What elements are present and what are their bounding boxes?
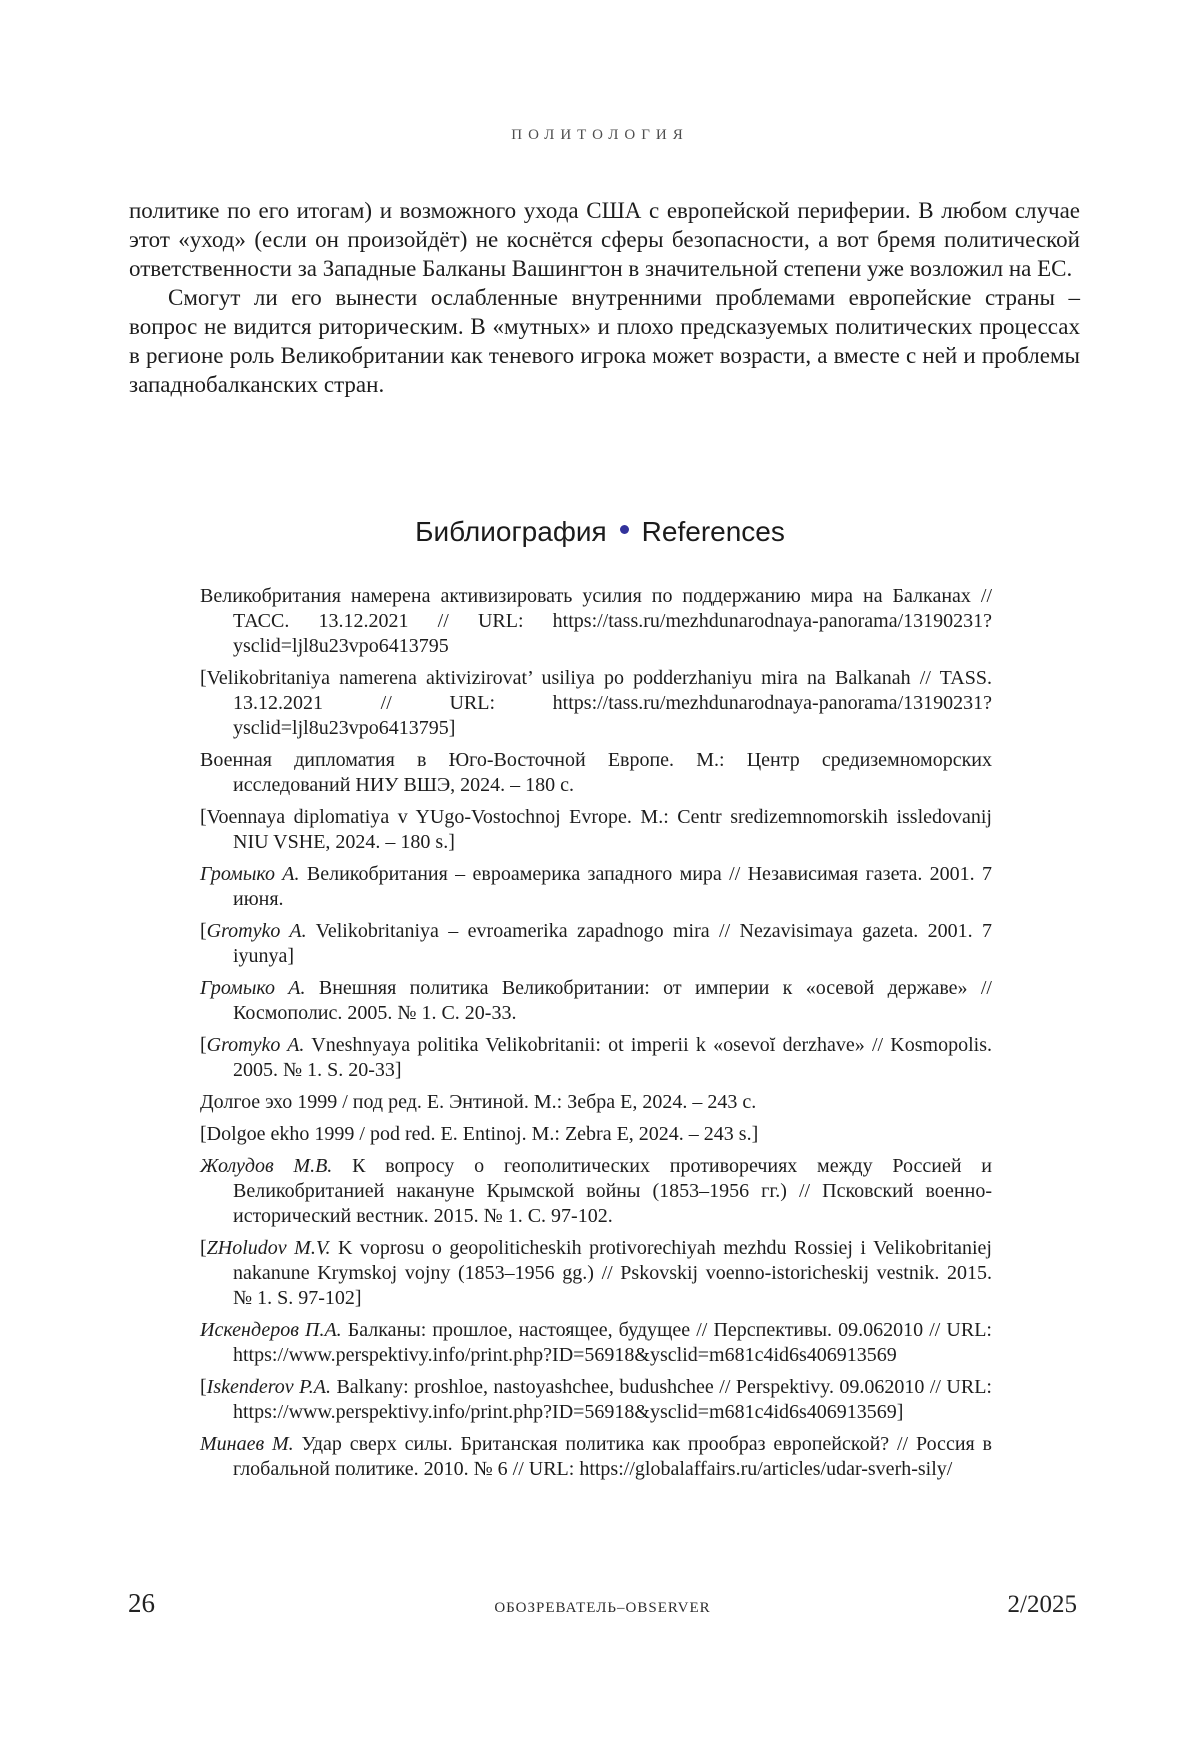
entry-text: [Velikobritaniya namerena aktivizirovat’ usiliya po podderzhaniyu mira na Balkanah // TASS. 13.12.2021 // URL: https://tass.ru/mezhdunarodnaya-panorama/13190231?ysclid=ljl8u23vpo6413795] (200, 667, 992, 739)
entry-text: [ (200, 1376, 207, 1398)
page-number: 26 (128, 1588, 155, 1618)
author-name: Громыко А. (200, 977, 306, 999)
bibliography-entry (200, 584, 992, 659)
bibliography-entry (200, 666, 992, 741)
article-paragraph: Смогут ли его вынести ослабленные внутренними проблемами европейские страны – вопрос не видится риторическим. В «мутных» и плохо предсказуемых политических процессах в регионе роль Великобритании как теневого игрока может возрасти, а вместе с ней и проблемы западнобалканских стран. (129, 285, 1080, 397)
bibliography-entry (200, 1236, 992, 1311)
bibliography-title-en: References (641, 516, 785, 547)
bibliography-entry (200, 1375, 992, 1425)
author-name: Громыко А. (200, 863, 300, 885)
bibliography-list (200, 584, 992, 1489)
entry-text: Великобритания намерена активизировать усилия по поддержанию мира на Балканах // ТАСС. 13.12.2021 // URL: https://tass.ru/mezhdunarodnaya-panorama/13190231?ysclid=ljl8u23vpo6413795 (200, 585, 992, 657)
bibliography-entry (200, 1318, 992, 1368)
entry-text: Удар сверх силы. Британская политика как прообраз европейской? // Россия в глобальной политике. 2010. № 6 // URL: https://globalaffairs.ru/articles/udar-sverh-sily/ (233, 1433, 992, 1480)
bibliography-entry (200, 862, 992, 912)
running-head: ПОЛИТОЛОГИЯ (511, 127, 689, 143)
entry-text: [Voennaya diplomatiya v YUgo-Vostochnoj Evrope. M.: Centr sredizemnomorskih issledovanij NIU VSHE, 2024. – 180 s.] (200, 806, 992, 853)
bullet-separator-icon (620, 525, 629, 534)
bibliography-entry (200, 1432, 992, 1482)
bibliography-heading (0, 516, 1200, 548)
article-text (129, 196, 1080, 399)
bibliography-title-ru: Библиография (415, 516, 607, 547)
entry-text: Velikobritaniya – evroamerika zapadnogo mira // Nezavisimaya gazeta. 2001. 7 iyunya] (233, 920, 992, 967)
entry-text: Военная дипломатия в Юго-Восточной Европе. М.: Центр средиземноморских исследований НИУ ВШЭ, 2024. – 180 с. (200, 749, 992, 796)
entry-text: K voprosu o geopoliticheskih protivorechiyah mezhdu Rossiej i Velikobritaniej nakanune Krymskoj vojny (1853–1956 gg.) // Pskovskij voenno-istoricheskij vestnik. 2015. № 1. S. 97-102] (233, 1237, 992, 1309)
author-name: Gromyko A. (206, 920, 307, 942)
issue-number: 2/2025 (1007, 1591, 1077, 1618)
entry-text: [ (200, 1237, 207, 1259)
entry-text: [ (200, 1034, 207, 1056)
entry-text: [ (200, 920, 207, 942)
entry-text: Balkany: proshloe, nastoyashchee, budushchee // Perspektivy. 09.062010 // URL: https://www.perspektivy.info/print.php?ID=56918&ysclid=m681c4id6s406913569] (233, 1376, 992, 1423)
entry-text: Великобритания – евроамерика западного мира // Независимая газета. 2001. 7 июня. (233, 863, 992, 910)
entry-text: Балканы: прошлое, настоящее, будущее // Перспективы. 09.062010 // URL: https://www.perspektivy.info/print.php?ID=56918&ysclid=m681c4id6s406913569 (233, 1319, 992, 1366)
entry-text: Долгое эхо 1999 / под ред. Е. Энтиной. М.: Зебра Е, 2024. – 243 с. (200, 1091, 757, 1113)
bibliography-entry (200, 1033, 992, 1083)
author-name: Искендеров П.А. (200, 1319, 342, 1341)
author-name: ZHoludov M.V. (206, 1237, 331, 1259)
bibliography-entry (200, 1154, 992, 1229)
article-paragraph: политике по его итогам) и возможного ухода США с европейской периферии. В любом случае этот «уход» (если он произойдёт) не коснётся сферы безопасности, а вот бремя политической ответственности за Западные Балканы Вашингтон в значительной степени уже возложил на ЕС. (129, 198, 1080, 281)
author-name: Iskenderov P.A. (206, 1376, 331, 1398)
author-name: Gromyko A. (206, 1034, 305, 1056)
bibliography-entry (200, 1122, 992, 1147)
entry-text: Vneshnyaya politika Velikobritanii: ot imperii k «osevoĭ derzhave» // Kosmopolis. 2005. № 1. S. 20-33] (233, 1034, 992, 1081)
page-footer (128, 1588, 1077, 1619)
bibliography-entry (200, 919, 992, 969)
bibliography-entry (200, 805, 992, 855)
bibliography-entry (200, 748, 992, 798)
journal-name: ОБОЗРЕВАТЕЛЬ–OBSERVER (494, 1600, 711, 1616)
bibliography-entry (200, 1090, 992, 1115)
entry-text: Внешняя политика Великобритании: от империи к «осевой державе» // Космополис. 2005. № 1. С. 20-33. (233, 977, 992, 1024)
author-name: Жолудов М.В. (200, 1155, 333, 1177)
entry-text: К вопросу о геополитических противоречиях между Россией и Великобританией накануне Крымской войны (1853–1956 гг.) // Псковский военно-исторический вестник. 2015. № 1. С. 97-102. (233, 1155, 992, 1227)
author-name: Минаев М. (200, 1433, 294, 1455)
bibliography-entry (200, 976, 992, 1026)
entry-text: [Dolgoe ekho 1999 / pod red. E. Entinoj. M.: Zebra E, 2024. – 243 s.] (200, 1123, 759, 1145)
